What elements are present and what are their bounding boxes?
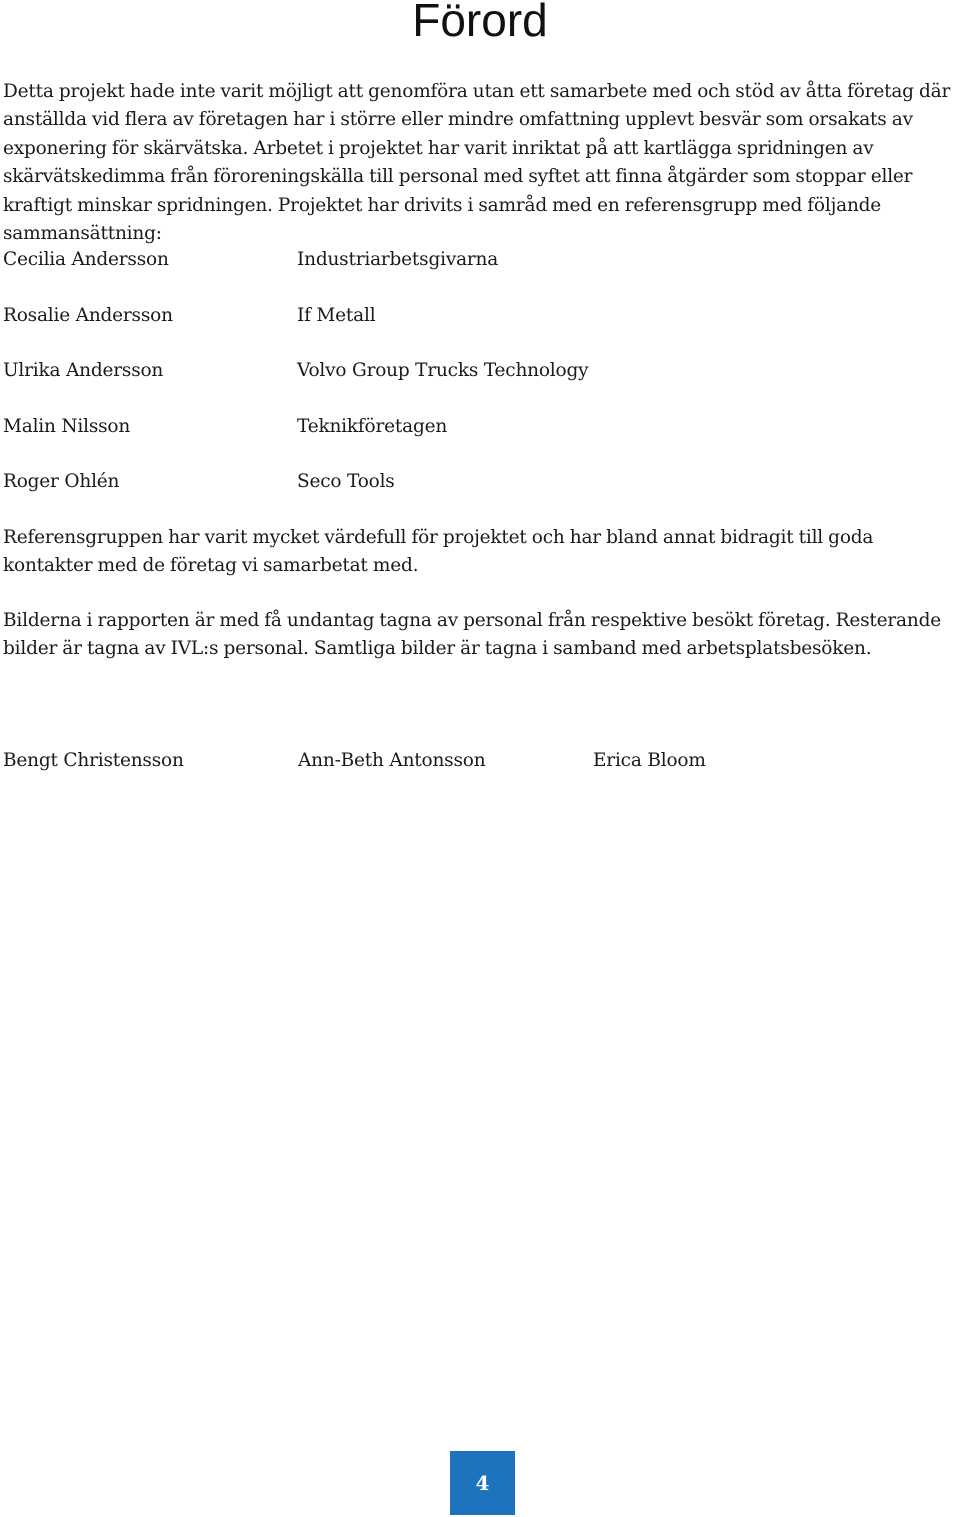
reference-member-name: Malin Nilsson xyxy=(3,415,131,437)
signatures xyxy=(3,747,903,775)
reference-group-row xyxy=(3,468,903,524)
reference-group-paragraph: Referensgruppen har varit mycket värdefull för projektet och har bland annat bidragit till goda kontakter med de företag vi samarbetat med. xyxy=(3,527,874,577)
signature-name: Bengt Christensson xyxy=(3,750,184,771)
reference-member-organization: Teknikföretagen xyxy=(297,415,448,437)
reference-group-row xyxy=(3,413,903,469)
page-number: 4 xyxy=(475,1471,490,1495)
page-number-badge xyxy=(450,1451,515,1515)
reference-member-organization: If Metall xyxy=(297,304,376,326)
intro-paragraph: Detta projekt hade inte varit möjligt att genomföra utan ett samarbete med och stöd av åtta företag där anställda vid flera av företagen har i större eller mindre omfattning upplevt besvär som orsakats av exponering för skärvätska. Arbetet i projektet har varit inriktat på att kartlägga spridningen av skärvätskedimma från föroreningskälla till personal med syftet att finna åtgärder som stoppar eller kraftigt minskar spridningen. Projektet har drivits i samråd med en referensgrupp med följande sammansättning: xyxy=(3,81,951,245)
page-title: Förord xyxy=(412,0,548,46)
reference-member-organization: Industriarbetsgivarna xyxy=(297,249,499,270)
signature-name: Erica Bloom xyxy=(593,750,706,771)
reference-member-organization: Seco Tools xyxy=(297,471,395,492)
reference-member-name: Roger Ohlén xyxy=(3,471,120,492)
reference-group-row xyxy=(3,246,903,302)
pictures-paragraph: Bilderna i rapporten är med få undantag tagna av personal från respektive besökt företag. Resterande bilder är tagna av IVL:s personal. Samtliga bilder är tagna i samband med arbetsplatsbesöken. xyxy=(3,610,941,660)
reference-member-name: Ulrika Andersson xyxy=(3,360,164,381)
signature-name: Ann-Beth Antonsson xyxy=(298,750,486,771)
reference-group-row xyxy=(3,302,903,358)
reference-group-row xyxy=(3,357,903,413)
reference-group-list xyxy=(3,246,903,524)
reference-member-name: Rosalie Andersson xyxy=(3,304,173,326)
reference-member-organization: Volvo Group Trucks Technology xyxy=(297,360,589,381)
reference-member-name: Cecilia Andersson xyxy=(3,249,169,270)
